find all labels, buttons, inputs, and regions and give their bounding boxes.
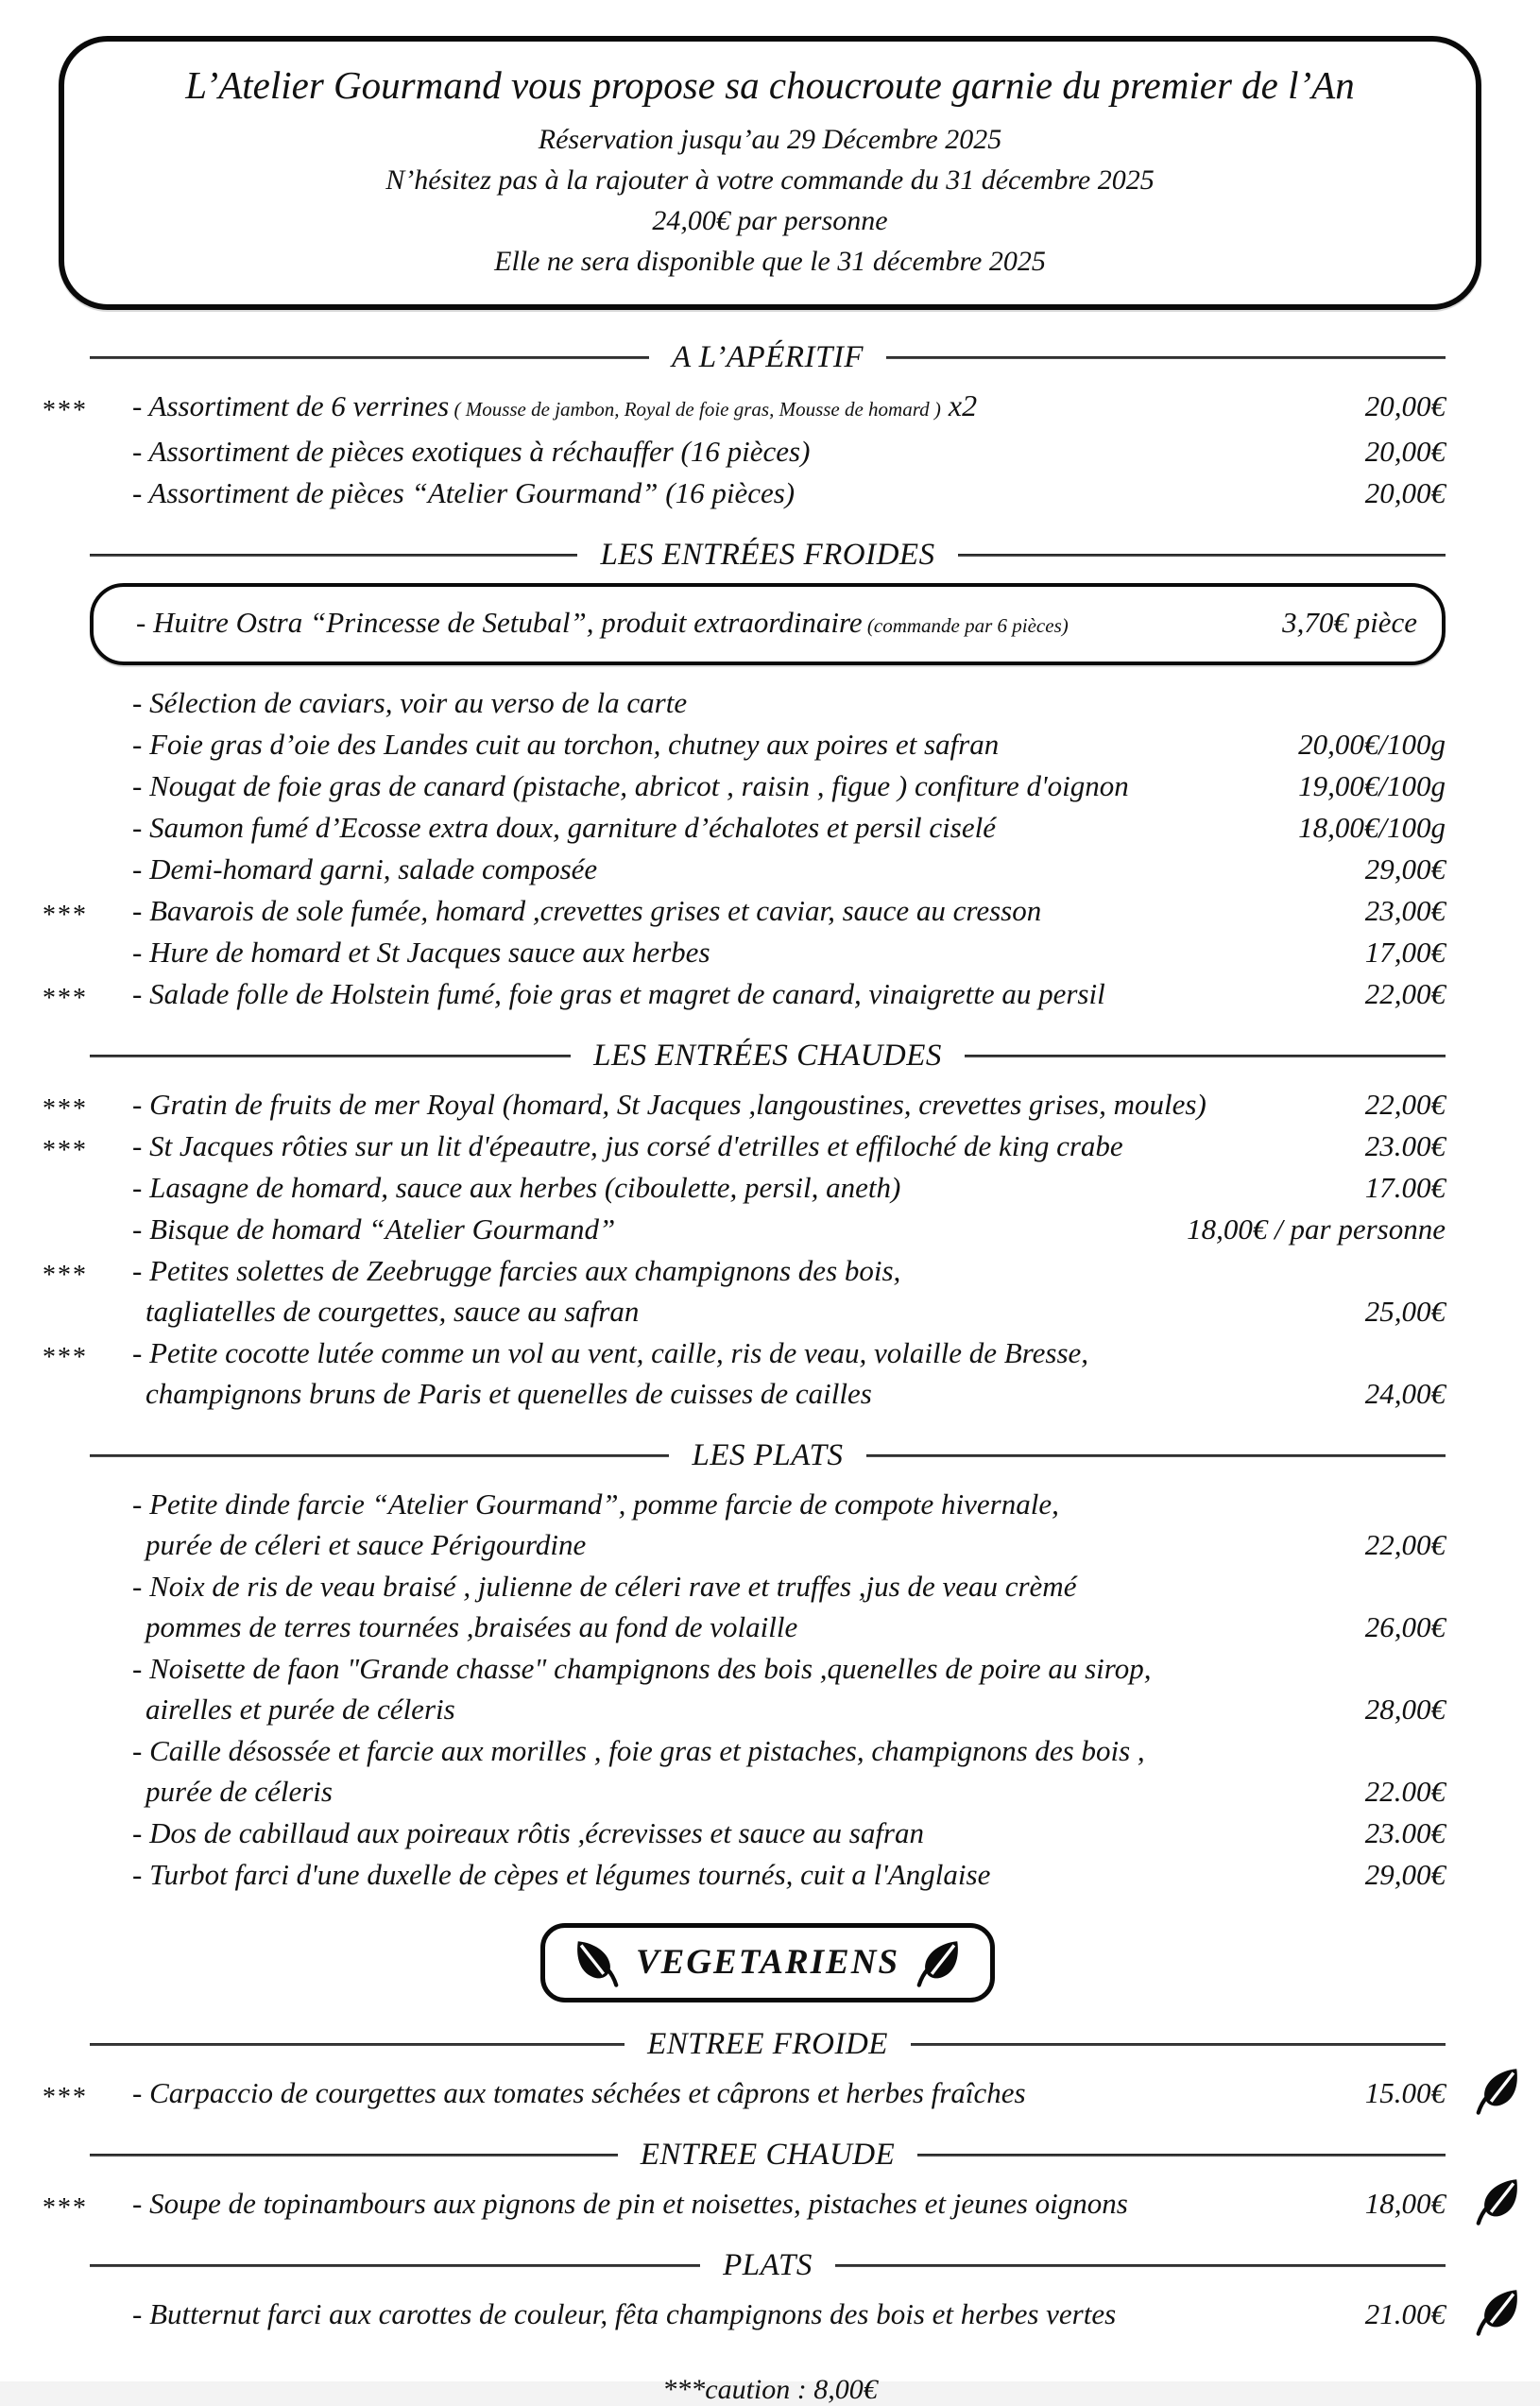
stars-marker: *** [43,1094,88,1124]
menu-content [43,336,1446,2334]
promo-banner [59,36,1481,310]
header-rule-left [90,554,577,557]
item-line-2 [132,1291,1446,1332]
item-line [132,1648,1446,1689]
leaf-icon [572,1937,623,1988]
stars-marker: *** [43,2193,88,2223]
section-items [43,386,1446,513]
item-text: - Petites solettes de Zeebrugge farcies aux champignons des bois, [132,1254,901,1287]
menu-item [90,1566,1446,1647]
item-text: - Sélection de caviars, voir au verso de la carte [132,686,688,719]
item-price: 22.00€ [1364,1775,1446,1808]
item-text: - Petite dinde farcie “Atelier Gourmand”, pomme farcie de compote hivernale, [132,1487,1059,1521]
menu-item [90,682,1446,723]
item-text: - Assortiment de pièces exotiques à réchauffer (16 pièces) [132,435,811,468]
banner-line: N’hésitez pas à la rajouter à votre commande du 31 décembre 2025 [385,164,1155,196]
item-price: 3,70€ pièce [1282,606,1417,639]
item-line [132,1250,1446,1291]
header-rule-left [90,2154,618,2157]
item-line [132,431,1446,472]
item-price: 23.00€ [1364,1129,1446,1162]
item-price: 29,00€ [1364,1858,1446,1891]
item-text: - Assortiment de 6 verrines ( Mousse de jambon, Royal de foie gras, Mousse de homard ) x2 [132,388,978,422]
item-price: 17,00€ [1364,936,1446,969]
item-suffix: x2 [940,388,978,422]
item-line [132,724,1446,765]
item-note: ( Mousse de jambon, Royal de foie gras, Mousse de homard ) [449,398,941,421]
header-rule-right [835,2264,1446,2267]
item-text-2: airelles et purée de céleris [145,1693,455,1726]
menu-item [90,1648,1446,1729]
item-line [132,1084,1446,1125]
item-price: 22,00€ [1364,1528,1446,1561]
section-header [90,2023,1446,2065]
menu-item [90,849,1446,889]
menu-item [43,1126,1446,1166]
item-text: - Soupe de topinambours aux pignons de pin et noisettes, pistaches et jeunes oignons [132,2187,1128,2220]
item-price: 18,00€ [1364,2187,1446,2220]
section-title: A L’APÉRITIF [671,340,864,374]
banner-line: 24,00€ par personne [652,205,888,236]
menu-item [43,1084,1446,1125]
item-price: 25,00€ [1364,1295,1446,1328]
item-price: 23.00€ [1364,1816,1446,1849]
item-price: 15.00€ [1364,2076,1446,2109]
leaf-icon [1472,2175,1523,2226]
section-title: ENTREE CHAUDE [640,2138,896,2172]
section-title: LES PLATS [692,1438,844,1472]
item-price: 23,00€ [1364,894,1446,927]
item-text: - Noix de ris de veau braisé , julienne de céleri rave et truffes ,jus de veau crèmé [132,1570,1077,1603]
item-line [132,890,1446,931]
item-price: 20,00€/100g [1298,728,1446,761]
vegetarians-badge [540,1923,995,2002]
item-text: - Nougat de foie gras de canard (pistache, abricot , raisin , figue ) confiture d'oignon [132,769,1129,802]
item-text: - Turbot farci d'une duxelle de cèpes et légumes tournés, cuit a l'Anglaise [132,1858,991,1891]
stars-marker: *** [43,984,88,1013]
header-rule-left [90,1055,571,1057]
item-text: - Caille désossée et farcie aux morilles , foie gras et pistaches, champignons des bois , [132,1734,1145,1767]
item-text: - Assortiment de pièces “Atelier Gourmand” (16 pièces) [132,476,796,509]
header-rule-left [90,356,649,359]
stars-marker: *** [43,1261,88,1290]
stars-marker: *** [43,1136,88,1165]
header-rule-right [866,1454,1446,1457]
item-line-2 [132,1689,1446,1729]
header-rule-right [917,2154,1446,2157]
item-text-2: pommes de terres tournées ,braisées au fond de volaille [145,1610,798,1643]
item-line-2 [132,1771,1446,1812]
stars-marker: *** [43,2083,88,2112]
item-price: 28,00€ [1364,1693,1446,1726]
item-line [132,1854,1446,1895]
section-items [43,2183,1446,2224]
section-header [90,534,1446,576]
header-rule-right [886,356,1446,359]
leaf-icon [913,1937,964,1988]
item-line [132,765,1446,806]
menu-item [43,386,1446,430]
item-text: - Foie gras d’oie des Landes cuit au torchon, chutney aux poires et safran [132,728,1000,761]
item-text-2: champignons bruns de Paris et quenelles de cuisses de cailles [145,1377,872,1410]
item-text: - St Jacques rôties sur un lit d'épeautre, jus corsé d'etrilles et effiloché de king crabe [132,1129,1123,1162]
item-text: - Salade folle de Holstein fumé, foie gras et magret de canard, vinaigrette au persil [132,977,1105,1010]
item-line [132,932,1446,972]
section-title: ENTREE FROIDE [647,2027,888,2061]
menu-item [94,602,1417,646]
item-price: 17.00€ [1364,1171,1446,1204]
section-title: PLATS [723,2248,813,2282]
item-line [132,682,1446,723]
item-price: 21.00€ [1364,2297,1446,2330]
item-line [132,1209,1446,1249]
item-line [132,2072,1446,2113]
vegetarians-label: VEGETARIENS [635,1943,900,1982]
section-items [43,1084,1446,1414]
menu-item [90,2294,1446,2334]
item-text: - Bisque de homard “Atelier Gourmand” [132,1212,616,1246]
menu-item [90,1854,1446,1895]
section-header [90,1035,1446,1076]
section-items [43,2072,1446,2113]
item-line [132,386,1446,430]
item-line [132,807,1446,848]
banner-line: Réservation jusqu’au 29 Décembre 2025 [538,124,1002,155]
item-line-2 [132,1607,1446,1647]
item-text-2: tagliatelles de courgettes, sauce au safran [145,1295,640,1328]
item-text: - Bavarois de sole fumée, homard ,crevettes grises et caviar, sauce au cresson [132,894,1042,927]
menu-item [90,473,1446,513]
menu-item [90,1167,1446,1208]
stars-marker: *** [43,901,88,930]
item-price: 20,00€ [1364,435,1446,468]
item-line [132,1484,1446,1524]
stars-marker: *** [43,396,88,425]
item-price: 19,00€/100g [1298,769,1446,802]
menu-item [90,1730,1446,1812]
menu-item [43,1332,1446,1414]
section-header [90,2134,1446,2175]
item-line-2 [132,1524,1446,1565]
item-line [132,1332,1446,1373]
header-rule-right [965,1055,1446,1057]
item-price: 26,00€ [1364,1610,1446,1643]
item-text: - Carpaccio de courgettes aux tomates séchées et câprons et herbes fraîches [132,2076,1026,2109]
menu-item [43,2183,1446,2224]
item-price: 18,00€/100g [1298,811,1446,844]
item-price: 22,00€ [1364,977,1446,1010]
menu-item [90,1484,1446,1565]
menu-item [43,890,1446,931]
item-price: 20,00€ [1364,476,1446,509]
banner-title: L’Atelier Gourmand vous propose sa choucroute garnie du premier de l’An [185,63,1355,107]
header-rule-left [90,1454,669,1457]
menu-item [90,1209,1446,1249]
item-line [132,2294,1446,2334]
item-price: 22,00€ [1364,1088,1446,1121]
item-text: - Saumon fumé d’Ecosse extra doux, garniture d’échalotes et persil ciselé [132,811,996,844]
header-rule-left [90,2043,625,2046]
item-price: 20,00€ [1364,389,1446,422]
item-text: - Dos de cabillaud aux poireaux rôtis ,écrevisses et sauce au safran [132,1816,924,1849]
section-title: LES ENTRÉES CHAUDES [593,1039,942,1073]
menu-item [90,807,1446,848]
item-line [132,1813,1446,1853]
menu-item [43,973,1446,1014]
menu-item [43,2072,1446,2113]
section-items [90,1484,1446,1895]
item-line-2 [132,1373,1446,1414]
item-text: - Petite cocotte lutée comme un vol au vent, caille, ris de veau, volaille de Bresse, [132,1336,1089,1369]
item-line [132,1730,1446,1771]
item-line [132,2183,1446,2224]
caution-note: ***caution : 8,00€ [662,2374,878,2405]
item-line [132,1167,1446,1208]
item-text: - Huitre Ostra “Princesse de Setubal”, produit extraordinaire (commande par 6 pièces) [136,606,1069,639]
item-price: 29,00€ [1364,852,1446,885]
item-line [132,973,1446,1014]
menu-item [90,724,1446,765]
item-text: - Butternut farci aux carottes de couleur, fêta champignons des bois et herbes vertes [132,2297,1117,2330]
item-line [136,602,1417,646]
item-text: - Hure de homard et St Jacques sauce aux herbes [132,936,710,969]
header-rule-right [958,554,1446,557]
leaf-icon [1472,2286,1523,2337]
section-header [90,336,1446,378]
boxed-item [90,583,1446,665]
item-line [132,849,1446,889]
section-items [43,583,1446,1014]
item-text: - Gratin de fruits de mer Royal (homard, St Jacques ,langoustines, crevettes grises, moules) [132,1088,1206,1121]
section-header [90,2244,1446,2286]
item-note: (commande par 6 pièces) [862,614,1069,637]
item-price: 24,00€ [1364,1377,1446,1410]
section-title: LES ENTRÉES FROIDES [600,538,935,572]
header-rule-right [911,2043,1446,2046]
vegetarians-badge-wrap [90,1923,1446,2002]
item-text: - Lasagne de homard, sauce aux herbes (ciboulette, persil, aneth) [132,1171,901,1204]
menu-item [90,765,1446,806]
stars-marker: *** [43,1343,88,1372]
section-header [90,1435,1446,1476]
item-line [132,473,1446,513]
menu-item [90,1813,1446,1853]
item-text: - Noisette de faon "Grande chasse" champignons des bois ,quenelles de poire au sirop, [132,1652,1152,1685]
menu-item [90,431,1446,472]
header-rule-left [90,2264,700,2267]
item-text-2: purée de céleris [145,1775,333,1808]
item-line [132,1566,1446,1607]
menu-item [43,1250,1446,1332]
menu-item [90,932,1446,972]
item-text: - Demi-homard garni, salade composée [132,852,598,885]
item-line [132,1126,1446,1166]
leaf-icon [1472,2065,1523,2116]
section-items [90,2294,1446,2334]
item-price: 18,00€ / par personne [1187,1212,1446,1246]
banner-line: Elle ne sera disponible que le 31 décembre 2025 [494,246,1046,277]
item-text-2: purée de céleri et sauce Périgourdine [145,1528,587,1561]
